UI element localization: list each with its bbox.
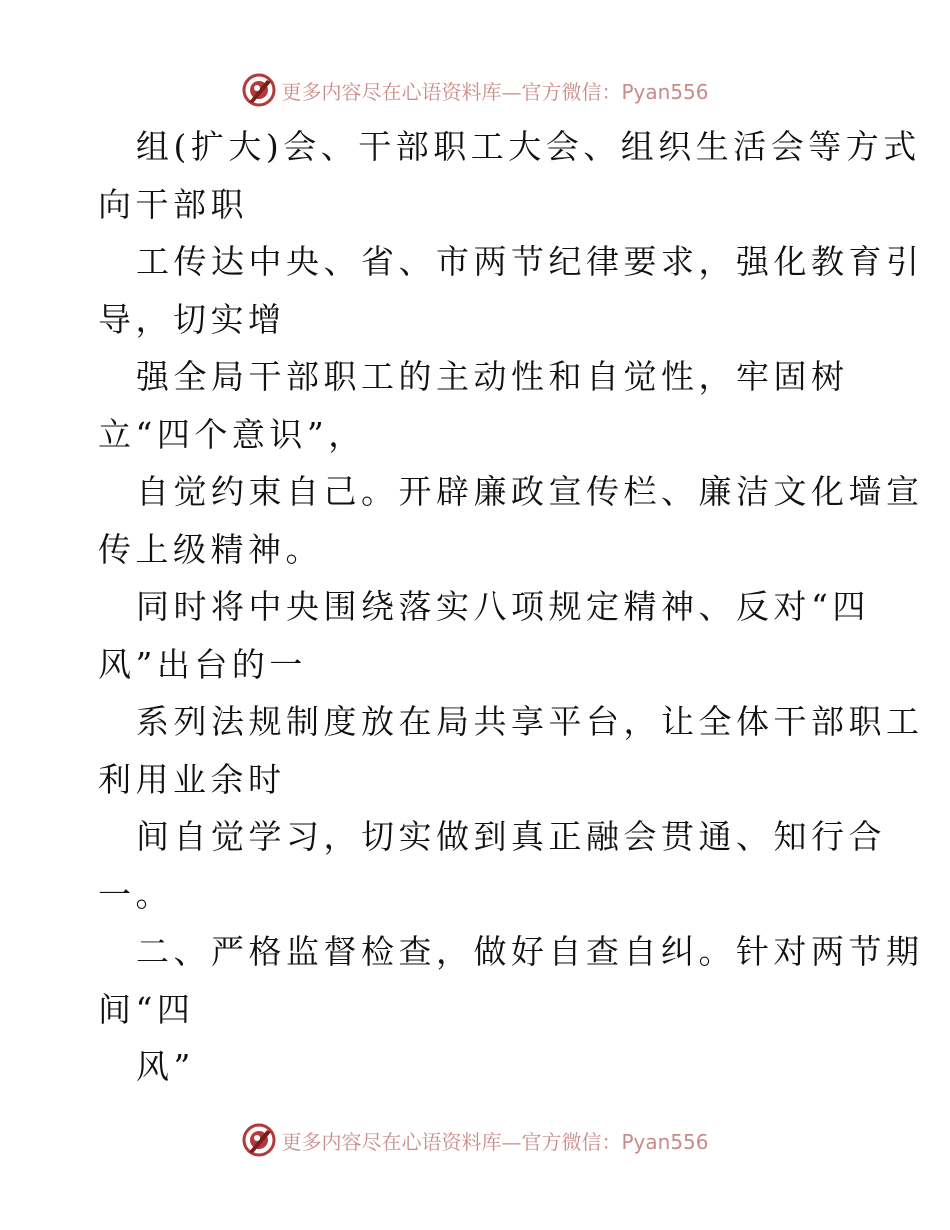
body-text-line: 风”: [136, 1047, 195, 1086]
document-body: [98, 118, 924, 1096]
body-text-line: 系列法规制度放在局共享平台，让全体干部职工: [136, 702, 924, 741]
footer-banner-text: 更多内容尽在心语资料库—官方微信：Pyan556: [281, 1129, 709, 1154]
body-text-line: 立“四个意识”，: [98, 414, 366, 454]
body-text-line: 强全局干部职工的主动性和自觉性，牢固树: [136, 357, 849, 396]
body-text-line: 组(扩大)会、干部职工大会、组织生活会等方式: [136, 127, 921, 166]
footer-wechat-id: Pyan556: [621, 1129, 709, 1154]
footer-banner: [0, 1118, 950, 1162]
body-text-line: 同时将中央围绕落实八项规定精神、反对“四: [136, 587, 870, 626]
body-text-line: 传上级精神。: [98, 529, 323, 569]
body-text-line: 一。: [98, 874, 173, 914]
body-text-line: 间“四: [98, 989, 195, 1029]
body-text-line: 间自觉学习，切实做到真正融会贯通、知行合: [136, 817, 886, 856]
quill-pen-logo-icon: [241, 1122, 277, 1158]
body-text-line: 工传达中央、省、市两节纪律要求，强化教育引: [136, 242, 924, 281]
header-banner-text: 更多内容尽在心语资料库—官方微信：Pyan556: [281, 79, 709, 104]
header-wechat-id: Pyan556: [621, 79, 709, 104]
body-text-line: 自觉约束自己。开辟廉政宣传栏、廉洁文化墙宣: [136, 472, 924, 511]
body-text-line: 导，切实增: [98, 299, 286, 339]
body-text-line: 向干部职: [98, 184, 248, 224]
body-text-line: 风”出台的一: [98, 644, 307, 684]
body-text-line: 利用业余时: [98, 759, 286, 799]
body-text-line: 二、严格监督检查，做好自查自纠。针对两节期: [136, 932, 924, 971]
quill-pen-logo-icon: [241, 72, 277, 108]
header-banner: [0, 68, 950, 112]
